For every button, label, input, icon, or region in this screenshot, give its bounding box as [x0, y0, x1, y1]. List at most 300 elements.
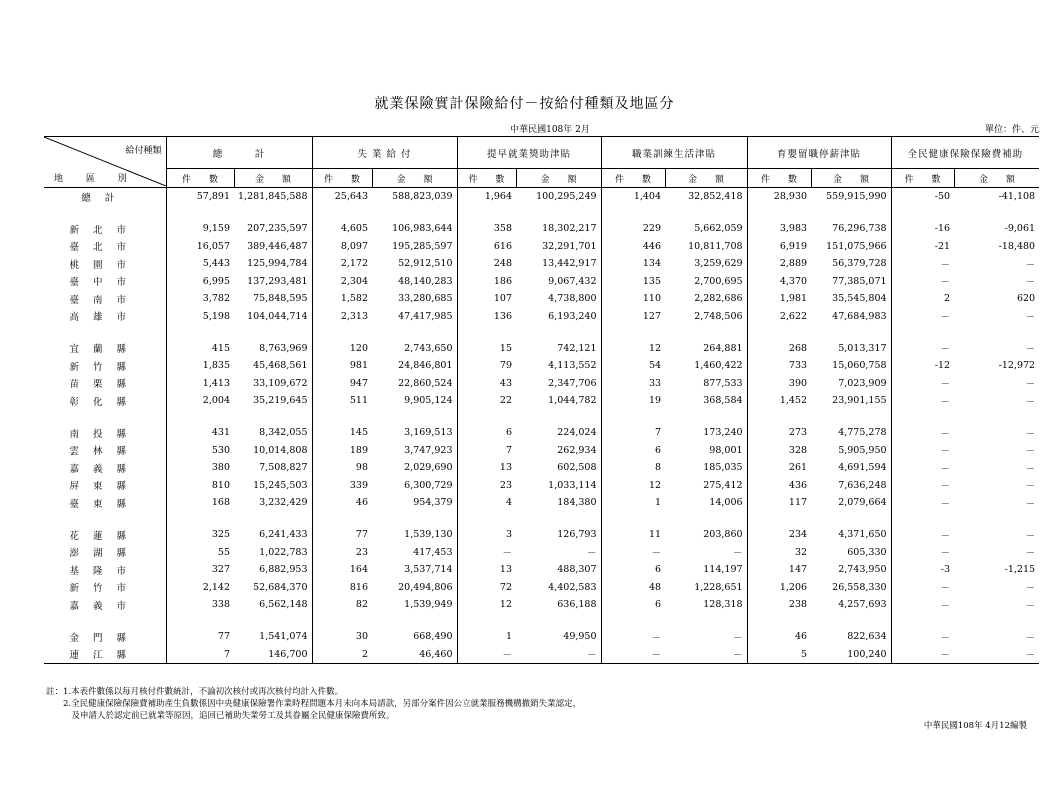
table-row — [44, 646, 1039, 664]
count-cell: -3 — [891, 561, 954, 579]
category-unemployment: 失 業 給 付 — [312, 137, 457, 169]
count-cell: 810 — [166, 477, 234, 495]
region-cell: 澎湖縣 — [69, 548, 140, 560]
amount-cell: 954,379 — [413, 497, 453, 509]
region-axis-label: 地 區 別 — [54, 174, 137, 184]
amount-cell: 1,022,783 — [259, 546, 308, 558]
count-cell: 13 — [457, 459, 516, 477]
amount-cell: － — [1025, 396, 1036, 408]
region-cell: 嘉義縣 — [69, 463, 140, 475]
count-cell: 77 — [312, 526, 372, 544]
count-cell: 2,889 — [747, 255, 811, 273]
table-row — [44, 290, 1039, 308]
amount-cell: 9,067,432 — [548, 275, 597, 287]
count-cell: 46 — [747, 628, 811, 646]
table-row — [44, 273, 1039, 291]
count-cell: 30 — [312, 628, 372, 646]
amount-cell: 6,300,729 — [404, 479, 453, 491]
count-cell: 145 — [312, 424, 372, 442]
amount-cell: 10,811,708 — [688, 240, 743, 252]
amount-cell: 24,846,801 — [398, 360, 453, 372]
amount-cell: 1,228,651 — [694, 581, 743, 593]
amount-cell: 32,852,418 — [688, 191, 743, 203]
count-cell: 33 — [601, 375, 665, 393]
amount-cell: 877,533 — [703, 377, 743, 389]
count-cell: 16,057 — [166, 238, 234, 256]
count-cell: 107 — [457, 290, 516, 308]
region-cell: 桃園市 — [69, 259, 140, 271]
amount-cell: 668,490 — [413, 631, 453, 643]
report-period: 中華民國108年 2月 — [510, 125, 590, 135]
amount-cell: 2,079,664 — [838, 497, 887, 509]
amount-cell: -1,215 — [1004, 564, 1036, 576]
count-cell: － — [891, 526, 954, 544]
amount-cell: 173,240 — [703, 427, 743, 439]
count-cell: 2 — [312, 646, 372, 664]
amount-cell: 1,460,422 — [694, 360, 743, 372]
count-cell: － — [601, 628, 665, 646]
amount-cell: － — [733, 548, 743, 560]
table-row — [44, 375, 1039, 393]
count-cell: 127 — [601, 308, 665, 326]
table-row — [44, 424, 1039, 442]
count-cell: 6 — [457, 424, 516, 442]
amount-cell: 8,342,055 — [259, 427, 308, 439]
count-cell: － — [891, 392, 954, 410]
count-cell: － — [601, 544, 665, 562]
count-cell: 431 — [166, 424, 234, 442]
amount-cell: 559,915,990 — [826, 191, 887, 203]
subheader-amount: 金 額 — [372, 169, 457, 188]
amount-cell: 6,193,240 — [548, 310, 597, 322]
count-cell: 5,443 — [166, 255, 234, 273]
count-cell: 415 — [166, 340, 234, 358]
amount-cell: 47,684,983 — [832, 310, 887, 322]
amount-cell: 2,748,506 — [694, 310, 743, 322]
count-cell: 6,995 — [166, 273, 234, 291]
amount-cell: 9,905,124 — [404, 395, 453, 407]
count-cell: 72 — [457, 579, 516, 597]
amount-cell: － — [1025, 530, 1036, 542]
count-cell: -50 — [891, 188, 954, 206]
count-cell: 2 — [891, 290, 954, 308]
amount-cell: 114,197 — [703, 564, 743, 576]
table-row — [44, 459, 1039, 477]
table-row — [44, 238, 1039, 256]
count-cell: － — [891, 424, 954, 442]
count-cell: 380 — [166, 459, 234, 477]
count-cell: － — [891, 477, 954, 495]
footnotes — [46, 686, 581, 722]
amount-cell: 2,347,706 — [548, 377, 597, 389]
subheader-amount: 金 額 — [811, 169, 891, 188]
amount-cell: 47,417,985 — [398, 310, 453, 322]
amount-cell: 20,494,806 — [398, 581, 453, 593]
count-cell: 32 — [747, 544, 811, 562]
amount-cell: 32,291,701 — [542, 240, 597, 252]
count-cell: 816 — [312, 579, 372, 597]
benefits-table — [44, 136, 1039, 664]
count-cell: 120 — [312, 340, 372, 358]
count-cell: 77 — [166, 628, 234, 646]
amount-cell: 26,558,330 — [832, 581, 887, 593]
amount-cell: 52,912,510 — [398, 258, 453, 270]
subheader-amount: 金 額 — [516, 169, 601, 188]
count-cell: 98 — [312, 459, 372, 477]
amount-cell: 6,562,148 — [259, 599, 308, 611]
count-cell: 327 — [166, 561, 234, 579]
count-cell: 22 — [457, 392, 516, 410]
amount-cell: 76,296,738 — [832, 223, 887, 235]
amount-cell: 203,860 — [703, 529, 743, 541]
region-cell: 花蓮縣 — [69, 530, 140, 542]
count-cell: 4 — [457, 494, 516, 512]
count-cell: － — [891, 255, 954, 273]
table-row — [44, 561, 1039, 579]
region-cell: 臺北市 — [69, 242, 140, 254]
count-cell: － — [891, 494, 954, 512]
amount-cell: 1,539,130 — [404, 529, 453, 541]
amount-cell: 100,240 — [811, 646, 891, 664]
count-cell: -21 — [891, 238, 954, 256]
amount-cell: 3,259,629 — [694, 258, 743, 270]
amount-cell: 7,636,248 — [838, 479, 887, 491]
amount-cell: 3,232,429 — [259, 497, 308, 509]
count-cell: 19 — [601, 392, 665, 410]
subheader-count: 件 數 — [747, 169, 811, 188]
spacer-row — [44, 206, 1039, 221]
amount-cell: -41,108 — [998, 191, 1036, 203]
amount-cell: 23,901,155 — [832, 395, 887, 407]
count-cell: 5 — [747, 646, 811, 664]
count-cell: 1,835 — [166, 357, 234, 375]
amount-cell: 4,738,800 — [548, 293, 597, 305]
count-cell: 268 — [747, 340, 811, 358]
count-cell: 1,413 — [166, 375, 234, 393]
count-cell: 2,142 — [166, 579, 234, 597]
count-cell: 390 — [747, 375, 811, 393]
amount-cell: 15,245,503 — [253, 479, 308, 491]
count-cell: 238 — [747, 596, 811, 614]
amount-cell: 15,060,758 — [832, 360, 887, 372]
amount-cell: 137,293,481 — [247, 275, 308, 287]
amount-cell: － — [1025, 600, 1036, 612]
region-cell: 連江縣 — [44, 646, 166, 664]
amount-cell: 4,113,552 — [548, 360, 597, 372]
count-cell: － — [891, 544, 954, 562]
amount-cell: 4,775,278 — [838, 427, 887, 439]
count-cell: 48 — [601, 579, 665, 597]
count-cell: 328 — [747, 442, 811, 460]
count-cell: － — [891, 596, 954, 614]
count-cell: 13 — [457, 561, 516, 579]
count-cell: 15 — [457, 340, 516, 358]
amount-cell: 14,006 — [709, 497, 743, 509]
count-cell: 2,304 — [312, 273, 372, 291]
count-cell: 511 — [312, 392, 372, 410]
amount-cell: 742,121 — [557, 342, 597, 354]
amount-cell: 3,537,714 — [404, 564, 453, 576]
amount-cell: 4,371,650 — [838, 529, 887, 541]
count-cell: 12 — [601, 340, 665, 358]
category-health-insurance: 全民健康保險保險費補助 — [891, 137, 1039, 169]
category-axis-label: 給付種類 — [125, 146, 162, 156]
count-cell: 2,313 — [312, 308, 372, 326]
count-cell: 248 — [457, 255, 516, 273]
count-cell: 338 — [166, 596, 234, 614]
amount-cell: 1,539,949 — [404, 599, 453, 611]
count-cell: － — [891, 646, 954, 664]
count-cell: － — [891, 579, 954, 597]
count-cell: 7 — [457, 442, 516, 460]
count-cell: 3 — [457, 526, 516, 544]
count-cell: － — [891, 459, 954, 477]
amount-cell: 2,282,686 — [694, 293, 743, 305]
subheader-row — [44, 169, 1039, 188]
amount-cell: 22,860,524 — [398, 377, 453, 389]
count-cell: 5,198 — [166, 308, 234, 326]
amount-cell: 207,235,597 — [247, 223, 308, 235]
count-cell: 1 — [601, 494, 665, 512]
count-cell: 1,452 — [747, 392, 811, 410]
amount-cell: 264,881 — [703, 342, 743, 354]
amount-cell: － — [665, 646, 747, 664]
count-cell: 6,919 — [747, 238, 811, 256]
count-cell: 4,370 — [747, 273, 811, 291]
amount-cell: -9,061 — [1004, 223, 1036, 235]
region-cell: 新北市 — [69, 224, 140, 236]
region-cell: 彰化縣 — [69, 396, 140, 408]
amount-cell: 33,109,672 — [253, 377, 308, 389]
count-cell: 57,891 — [166, 188, 234, 206]
amount-cell: 77,385,071 — [832, 275, 887, 287]
amount-cell: 49,950 — [563, 631, 597, 643]
subheader-count: 件 數 — [891, 169, 954, 188]
amount-cell: 4,257,693 — [838, 599, 887, 611]
count-cell: － — [891, 273, 954, 291]
subheader-count: 件 數 — [601, 169, 665, 188]
table-row — [44, 526, 1039, 544]
count-cell: 117 — [747, 494, 811, 512]
table-row — [44, 477, 1039, 495]
count-cell: 12 — [457, 596, 516, 614]
amount-cell: 636,188 — [557, 599, 597, 611]
region-cell: 嘉義市 — [69, 600, 140, 612]
amount-cell: 75,848,595 — [253, 293, 308, 305]
table-row — [44, 255, 1039, 273]
amount-cell: 46,460 — [372, 646, 457, 664]
amount-cell: 45,468,561 — [253, 360, 308, 372]
spacer-row — [44, 410, 1039, 425]
count-cell: 1,582 — [312, 290, 372, 308]
amount-cell: 184,380 — [557, 497, 597, 509]
table-body — [44, 188, 1039, 664]
count-cell: 135 — [601, 273, 665, 291]
amount-cell: -12,972 — [998, 360, 1036, 372]
count-cell: 4,605 — [312, 220, 372, 238]
amount-cell: 417,453 — [413, 546, 453, 558]
count-cell: － — [457, 646, 516, 664]
amount-cell: 1,281,845,588 — [238, 191, 308, 203]
count-cell: 110 — [601, 290, 665, 308]
count-cell: -12 — [891, 357, 954, 375]
count-cell: 3,983 — [747, 220, 811, 238]
amount-cell: 185,035 — [703, 462, 743, 474]
table-row — [44, 392, 1039, 410]
amount-cell: － — [1025, 277, 1036, 289]
amount-cell: － — [1025, 259, 1036, 271]
count-cell: -16 — [891, 220, 954, 238]
count-cell: 147 — [747, 561, 811, 579]
amount-cell: 151,075,966 — [826, 240, 887, 252]
count-cell: 436 — [747, 477, 811, 495]
region-cell: 高雄市 — [69, 312, 140, 324]
count-cell: 7 — [166, 646, 234, 664]
amount-cell: 6,882,953 — [259, 564, 308, 576]
count-cell: 234 — [747, 526, 811, 544]
amount-cell: － — [1025, 344, 1036, 356]
count-cell: 1 — [457, 628, 516, 646]
table-header — [44, 137, 1039, 188]
amount-cell: 5,905,950 — [838, 444, 887, 456]
region-cell: 屏東縣 — [69, 481, 140, 493]
amount-cell: 389,446,487 — [247, 240, 308, 252]
amount-cell: 7,508,827 — [259, 462, 308, 474]
amount-cell: 602,508 — [557, 462, 597, 474]
category-parental-leave: 育嬰留職停薪津貼 — [747, 137, 891, 169]
region-cell: 雲林縣 — [69, 446, 140, 458]
unit-label: 單位：件、元 — [984, 125, 1039, 135]
amount-cell: 2,743,950 — [838, 564, 887, 576]
count-cell: 79 — [457, 357, 516, 375]
page-title: 就業保險實計保險給付－按給付種類及地區分 — [374, 96, 675, 112]
table-row — [44, 442, 1039, 460]
region-cell: 宜蘭縣 — [69, 344, 140, 356]
table-row — [44, 220, 1039, 238]
amount-cell: 146,700 — [234, 646, 312, 664]
count-cell: 54 — [601, 357, 665, 375]
count-cell: － — [457, 544, 516, 562]
count-cell: 6 — [601, 442, 665, 460]
amount-cell: 33,280,685 — [398, 293, 453, 305]
category-vocational-training: 職業訓練生活津貼 — [601, 137, 747, 169]
table-row — [44, 308, 1039, 326]
amount-cell: 368,584 — [703, 395, 743, 407]
amount-cell: 98,001 — [709, 444, 743, 456]
footnote-line: 2.全民健康保險保險費補助產生負數係因中央健康保險署作業時程問題本月未向本局請款，另部分案件因公立就業服務機構撤銷失業認定， — [46, 699, 582, 709]
count-cell: 2,172 — [312, 255, 372, 273]
count-cell: 2,622 — [747, 308, 811, 326]
amount-cell: 1,541,074 — [259, 631, 308, 643]
amount-cell: － — [1025, 583, 1036, 595]
count-cell: 339 — [312, 477, 372, 495]
count-cell: 358 — [457, 220, 516, 238]
amount-cell: 6,241,433 — [259, 529, 308, 541]
amount-cell: 18,302,217 — [542, 223, 597, 235]
category-early-reemployment: 提早就業獎助津貼 — [457, 137, 601, 169]
region-cell: 南投縣 — [69, 428, 140, 440]
amount-cell: 52,684,370 — [253, 581, 308, 593]
count-cell: 3,782 — [166, 290, 234, 308]
header-corner — [44, 137, 166, 188]
amount-cell: 3,169,513 — [404, 427, 453, 439]
region-cell: 基隆市 — [69, 565, 140, 577]
count-cell: 6 — [601, 596, 665, 614]
amount-cell: -18,480 — [998, 240, 1036, 252]
amount-cell: 1,044,782 — [548, 395, 597, 407]
region-cell: 新竹市 — [69, 583, 140, 595]
count-cell: 947 — [312, 375, 372, 393]
table-row — [44, 579, 1039, 597]
amount-cell: 1,033,114 — [548, 479, 597, 491]
amount-cell: 620 — [1016, 293, 1036, 305]
footnote-line: 註：1.本表件數係以每月核付件數統計，不論初次核付或再次核付均計入件數。 — [46, 687, 344, 697]
region-cell: 臺南市 — [69, 294, 140, 306]
footnote-line: 及申請人於認定前已就業等原因，追回已補助失業勞工及其眷屬全民健康保險費所致。 — [46, 711, 395, 721]
subheader-amount: 金 額 — [665, 169, 747, 188]
amount-cell: 13,442,917 — [542, 258, 597, 270]
spacer-row — [44, 512, 1039, 527]
amount-cell: 10,014,808 — [253, 444, 308, 456]
subheader-count: 件 數 — [166, 169, 234, 188]
count-cell: 11 — [601, 526, 665, 544]
count-cell: 23 — [457, 477, 516, 495]
amount-cell: 126,793 — [557, 529, 597, 541]
count-cell: － — [891, 308, 954, 326]
count-cell: 1,964 — [457, 188, 516, 206]
count-cell: 1,981 — [747, 290, 811, 308]
amount-cell: 35,545,804 — [832, 293, 887, 305]
subheader-amount: 金 額 — [954, 169, 1039, 188]
table-row — [44, 340, 1039, 358]
amount-cell: － — [1025, 446, 1036, 458]
amount-cell: 106,983,644 — [392, 223, 453, 235]
region-cell: 臺東縣 — [69, 498, 140, 510]
amount-cell: － — [1025, 463, 1036, 475]
amount-cell: － — [1025, 312, 1036, 324]
amount-cell: 588,823,039 — [392, 191, 453, 203]
category-total: 總 計 — [166, 137, 312, 169]
table-row — [44, 494, 1039, 512]
amount-cell: 3,747,923 — [404, 444, 453, 456]
count-cell: 55 — [166, 544, 234, 562]
count-cell: 23 — [312, 544, 372, 562]
subheader-count: 件 數 — [312, 169, 372, 188]
amount-cell: － — [1025, 498, 1036, 510]
region-cell: 金門縣 — [69, 632, 140, 644]
count-cell: － — [601, 646, 665, 664]
amount-cell: 605,330 — [847, 546, 887, 558]
amount-cell: 224,024 — [557, 427, 597, 439]
amount-cell: 104,044,714 — [247, 310, 308, 322]
amount-cell: － — [1025, 548, 1036, 560]
amount-cell: 56,379,728 — [832, 258, 887, 270]
spacer-row — [44, 325, 1039, 340]
amount-cell: 8,763,969 — [259, 342, 308, 354]
count-cell: 261 — [747, 459, 811, 477]
count-cell: 8,097 — [312, 238, 372, 256]
count-cell: 733 — [747, 357, 811, 375]
count-cell: 273 — [747, 424, 811, 442]
amount-cell: 4,691,594 — [838, 462, 887, 474]
amount-cell: 125,994,784 — [247, 258, 308, 270]
subheader-amount: 金 額 — [234, 169, 312, 188]
region-cell: 臺中市 — [69, 277, 140, 289]
amount-cell: 2,700,695 — [694, 275, 743, 287]
count-cell: 25,643 — [312, 188, 372, 206]
amount-cell: 4,402,583 — [548, 581, 597, 593]
amount-cell: 2,743,650 — [404, 342, 453, 354]
